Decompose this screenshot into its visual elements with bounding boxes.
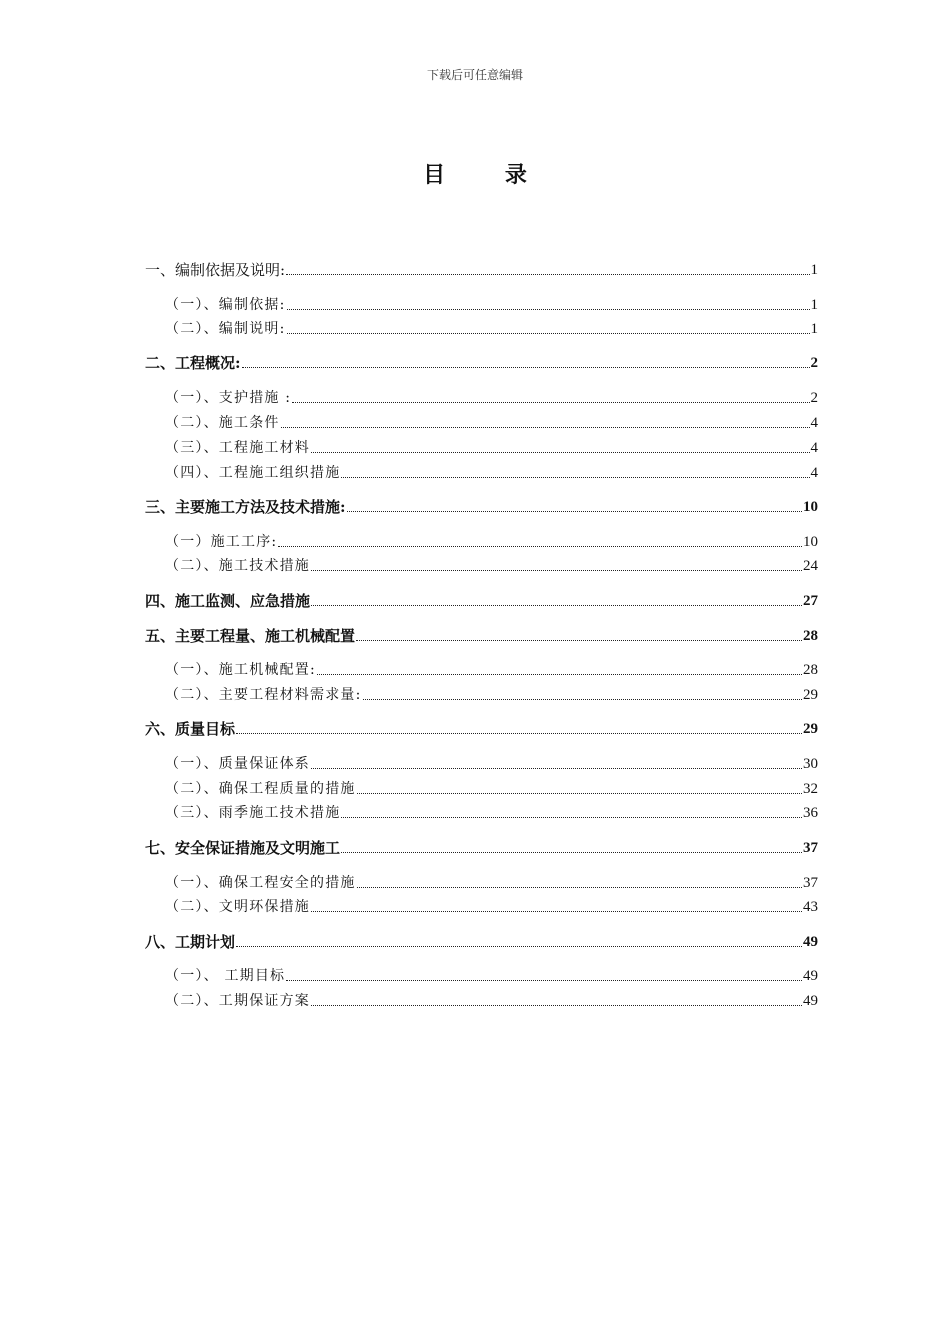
toc-title: 目 录 <box>423 162 553 188</box>
toc-entry-section-4[interactable] <box>145 591 818 611</box>
dot-leader <box>236 733 802 734</box>
dot-leader <box>357 887 802 888</box>
dot-leader <box>292 402 809 403</box>
dot-leader <box>347 511 802 512</box>
toc-entry-subsection[interactable] <box>165 803 818 823</box>
toc-entry-page: 1 <box>810 297 818 313</box>
toc-entry-page: 43 <box>803 899 818 915</box>
toc-entry-label: （一）、确保工程安全的措施 <box>165 875 356 891</box>
toc-entry-subsection[interactable] <box>165 556 818 576</box>
toc-entry-label: （二）、文明环保措施 <box>165 899 310 915</box>
toc-entry-subsection[interactable] <box>165 991 818 1011</box>
toc-entry-section-5[interactable] <box>145 626 818 646</box>
toc-entry-page: 10 <box>803 499 818 515</box>
toc-entry-subsection[interactable] <box>165 754 818 774</box>
toc-entry-page: 29 <box>803 721 818 737</box>
toc-entry-label: （三）、工程施工材料 <box>165 440 310 456</box>
toc-entry-page: 30 <box>803 756 818 772</box>
toc-entry-page: 49 <box>803 993 818 1009</box>
toc-entry-page: 24 <box>803 558 818 574</box>
toc-entry-page: 49 <box>803 968 818 984</box>
toc-entry-page: 4 <box>810 415 818 431</box>
toc-entry-label: 二、工程概况: <box>145 354 241 372</box>
dot-leader <box>278 546 802 547</box>
toc-entry-page: 49 <box>803 934 818 950</box>
toc-entry-page: 32 <box>803 781 818 797</box>
toc-entry-label: 一、编制依据及说明: <box>145 261 286 279</box>
toc-entry-label: （二）、施工条件 <box>165 415 280 431</box>
toc-entry-label: （二）、施工技术措施 <box>165 558 310 574</box>
toc-entry-label: 七、安全保证措施及文明施工 <box>145 839 341 857</box>
toc-entry-label: （一）、 工期目标 <box>165 968 286 984</box>
toc-entry-page: 1 <box>810 262 818 278</box>
dot-leader <box>311 768 802 769</box>
dot-leader <box>317 674 802 675</box>
dot-leader <box>286 274 809 275</box>
toc-entry-subsection[interactable] <box>165 966 818 986</box>
dot-leader <box>311 1005 802 1006</box>
toc-entry-subsection[interactable] <box>165 295 818 315</box>
toc-entry-page: 28 <box>803 662 818 678</box>
toc-entry-subsection[interactable] <box>165 532 818 552</box>
toc-entry-subsection[interactable] <box>165 319 818 339</box>
toc-entry-label: （一）、支护措施 : <box>165 390 292 406</box>
toc-entry-section-7[interactable] <box>145 838 818 858</box>
dot-leader <box>363 699 802 700</box>
toc-entry-page: 2 <box>810 390 818 406</box>
toc-entry-label: （二）、主要工程材料需求量: <box>165 687 362 703</box>
toc-entry-subsection[interactable] <box>165 438 818 458</box>
toc-entry-label: （一）、编制依据: <box>165 297 286 313</box>
toc-entry-page: 10 <box>803 534 818 550</box>
toc-entry-subsection[interactable] <box>165 660 818 680</box>
toc-entry-label: （四）、工程施工组织措施 <box>165 465 341 481</box>
toc-entry-page: 27 <box>803 593 818 609</box>
toc-entry-page: 4 <box>810 465 818 481</box>
toc-entry-subsection[interactable] <box>165 463 818 483</box>
toc-entry-page: 1 <box>810 321 818 337</box>
dot-leader <box>311 605 802 606</box>
dot-leader <box>341 817 802 818</box>
dot-leader <box>242 367 810 368</box>
toc-entry-page: 37 <box>803 875 818 891</box>
toc-entry-label: （二）、工期保证方案 <box>165 993 310 1009</box>
toc-entry-label: （一）、质量保证体系 <box>165 756 310 772</box>
toc-entry-label: 六、质量目标 <box>145 720 236 738</box>
toc-entry-subsection[interactable] <box>165 779 818 799</box>
dot-leader <box>281 427 810 428</box>
toc-entry-label: （三）、雨季施工技术措施 <box>165 805 341 821</box>
toc-entry-page: 2 <box>810 355 818 371</box>
dot-leader <box>287 333 810 334</box>
toc-entry-section-1[interactable] <box>145 260 818 280</box>
toc-entry-subsection[interactable] <box>165 413 818 433</box>
toc-entry-subsection[interactable] <box>165 873 818 893</box>
toc-entry-section-3[interactable] <box>145 497 818 517</box>
toc-entry-page: 4 <box>810 440 818 456</box>
toc-entry-section-8[interactable] <box>145 932 818 952</box>
dot-leader <box>311 911 802 912</box>
toc-entry-label: （一）施工工序: <box>165 534 278 550</box>
dot-leader <box>236 946 802 947</box>
dot-leader <box>341 852 802 853</box>
dot-leader <box>341 477 809 478</box>
toc-entry-label: 三、主要施工方法及技术措施: <box>145 498 346 516</box>
toc-entry-label: （二）、编制说明: <box>165 321 286 337</box>
toc-entry-label: （一）、施工机械配置: <box>165 662 316 678</box>
toc-entry-page: 28 <box>803 628 818 644</box>
toc-entry-label: 四、施工监测、应急措施 <box>145 592 311 610</box>
dot-leader <box>311 570 802 571</box>
dot-leader <box>286 980 802 981</box>
toc-entry-subsection[interactable] <box>165 897 818 917</box>
dot-leader <box>287 309 810 310</box>
toc-entry-section-2[interactable] <box>145 353 818 373</box>
toc-entry-page: 36 <box>803 805 818 821</box>
toc-entry-subsection[interactable] <box>165 685 818 705</box>
toc-entry-label: 八、工期计划 <box>145 933 236 951</box>
toc-entry-page: 37 <box>803 840 818 856</box>
dot-leader <box>356 640 802 641</box>
dot-leader <box>357 793 802 794</box>
page-header-text: 下载后可任意编辑 <box>426 68 523 82</box>
toc-entry-page: 29 <box>803 687 818 703</box>
dot-leader <box>311 452 810 453</box>
toc-entry-label: （二）、确保工程质量的措施 <box>165 781 356 797</box>
toc-entry-label: 五、主要工程量、施工机械配置 <box>145 627 356 645</box>
toc-entry-section-6[interactable] <box>145 719 818 739</box>
toc-entry-subsection[interactable] <box>165 388 818 408</box>
